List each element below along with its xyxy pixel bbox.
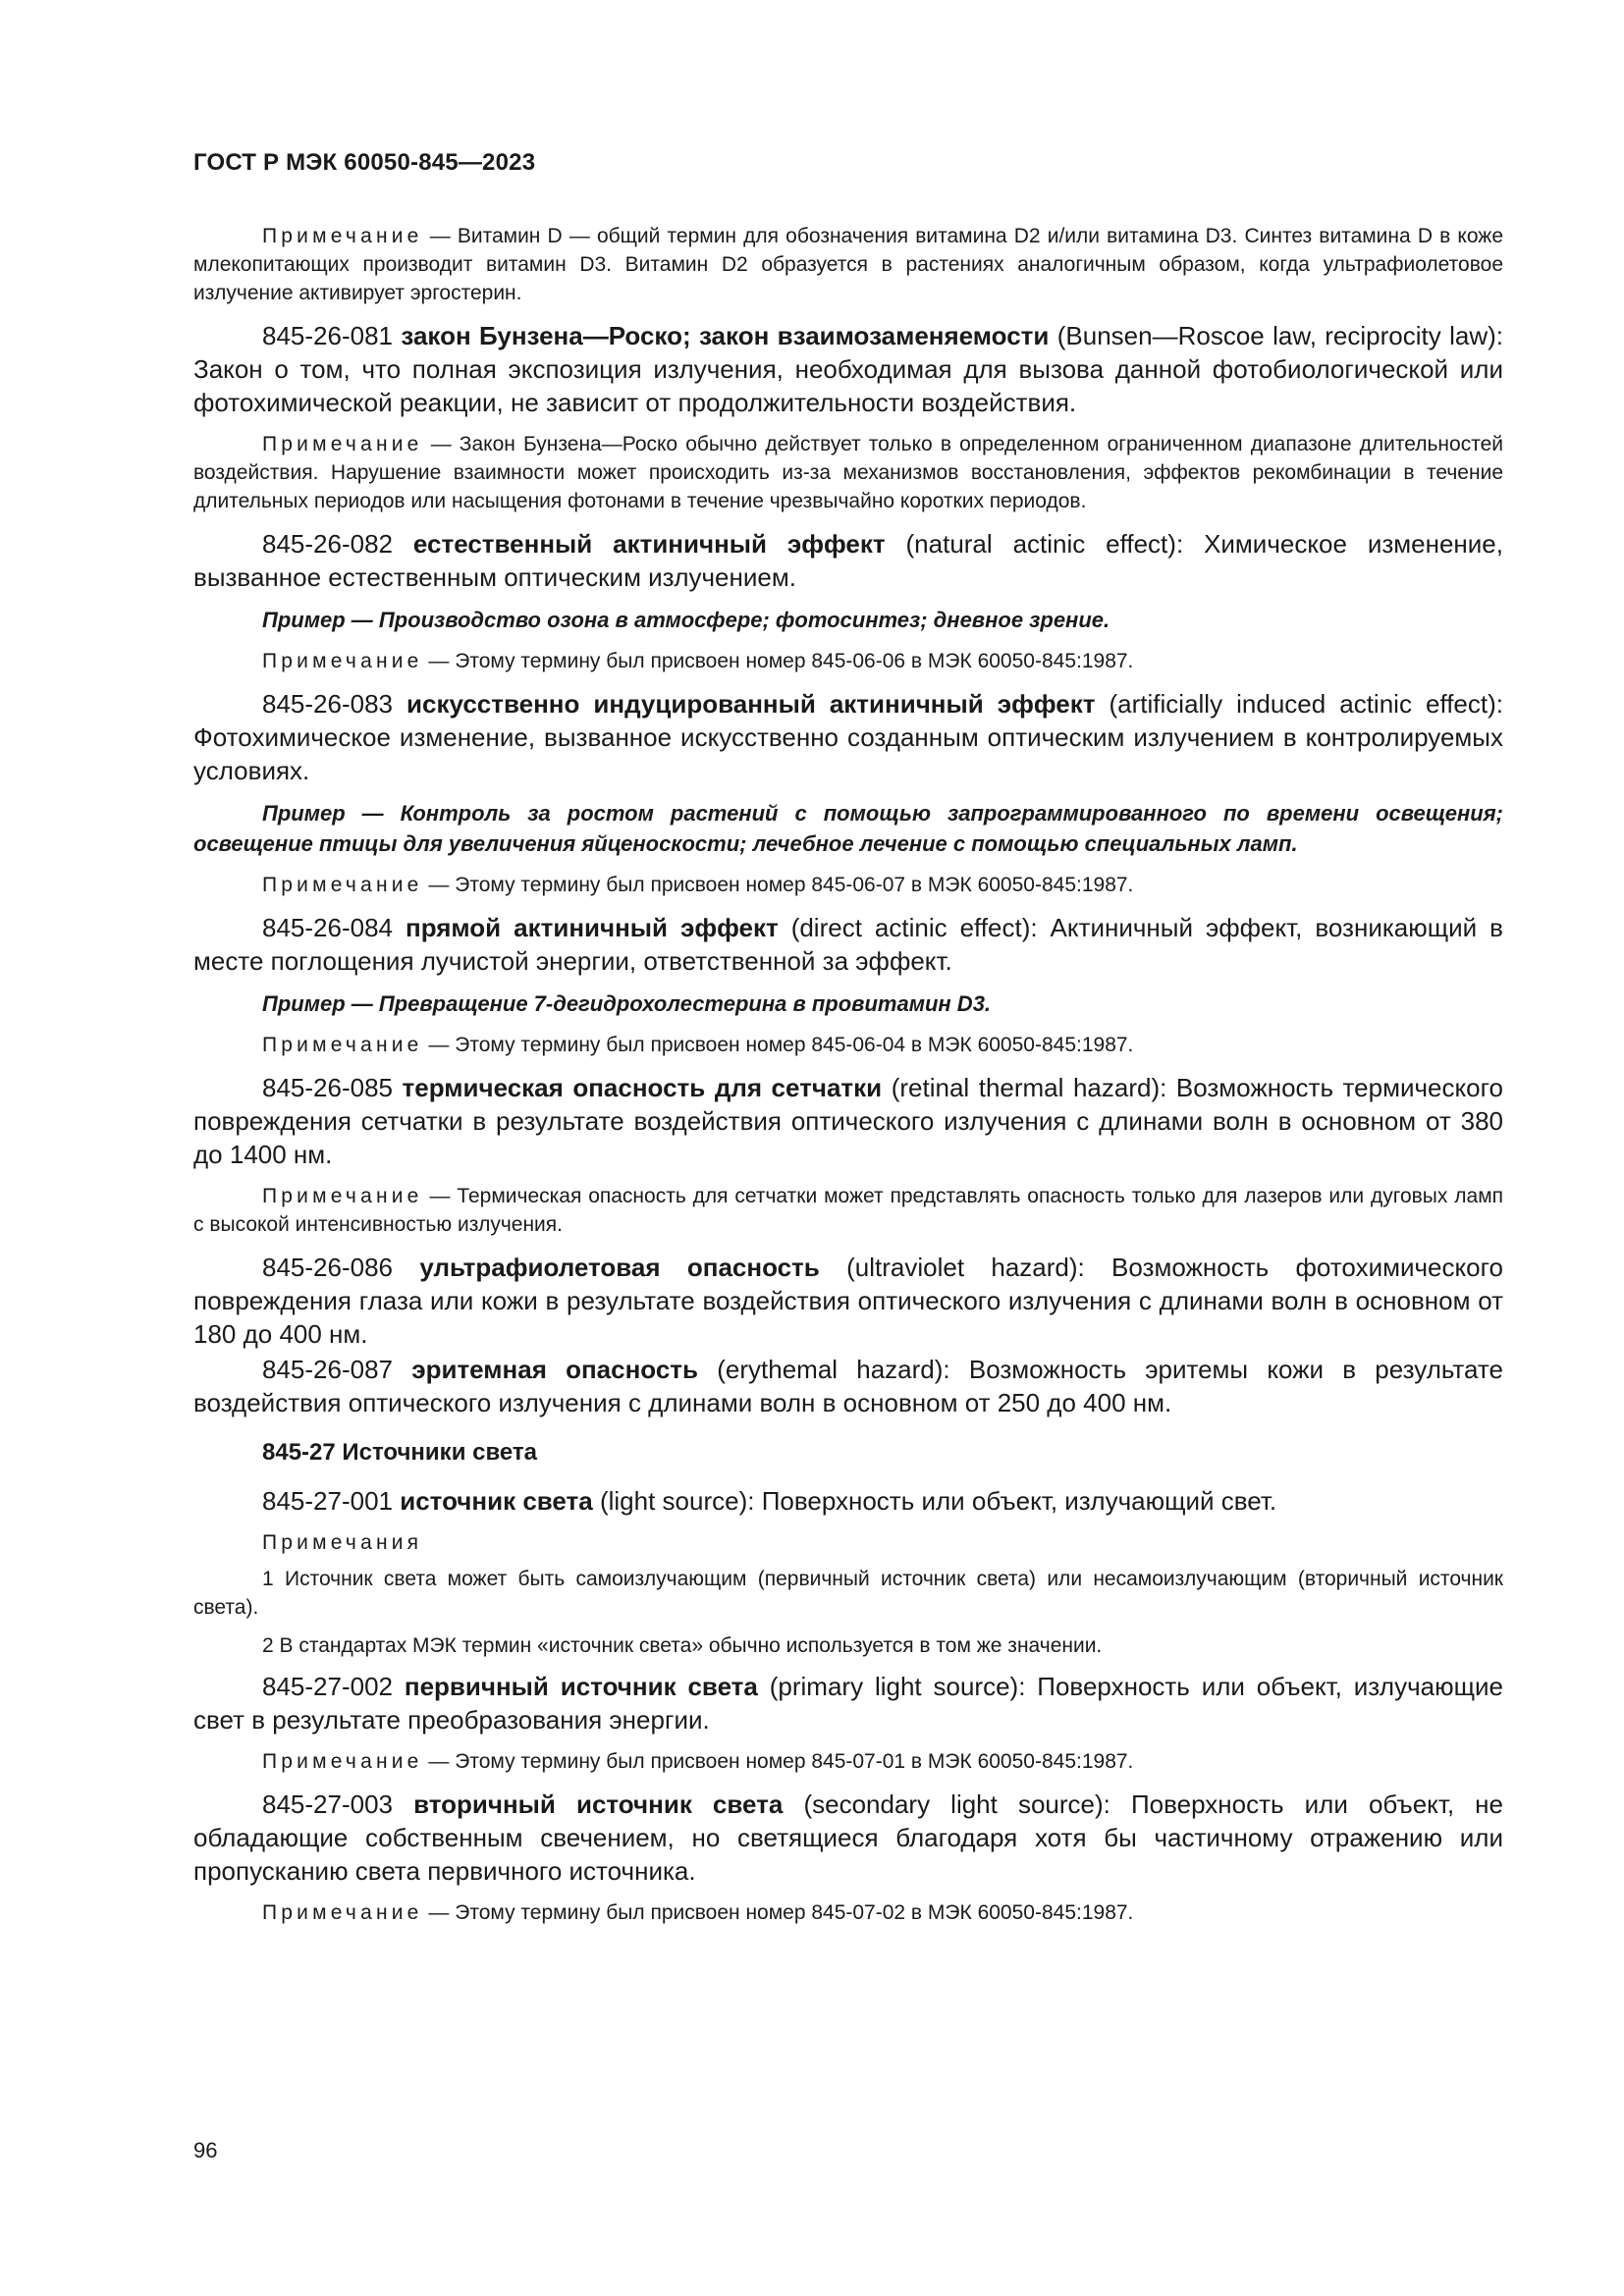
term-definition: (artificially induced actinic effect): Фотохимическое изменение, вызванное искусственно созданным оптическим излучением в контролируемых условиях. <box>193 689 1503 785</box>
term-entry-845-26-086 <box>193 1251 1503 1351</box>
note-text: — Этому термину был присвоен номер 845-07-01 в МЭК 60050-845:1987. <box>428 1750 1134 1773</box>
term-entry-845-26-083 <box>193 687 1503 787</box>
term-number: 845-26-082 <box>262 529 393 559</box>
term-definition: (light source): Поверхность или объект, излучающий свет. <box>599 1486 1277 1516</box>
term-name: естественный актиничный эффект <box>412 529 886 559</box>
term-definition: (secondary light source): Поверхность или объект, не обладающие собственным свечением, но светящиеся благодаря хотя бы частичному отражению или пропусканию света первичного источника. <box>193 1789 1503 1886</box>
term-entry-845-26-081 <box>193 319 1503 419</box>
term-name: эритемная опасность <box>411 1355 699 1384</box>
term-number: 845-27-001 <box>262 1486 393 1516</box>
example-paragraph: Пример — Производство озона в атмосфере; фотосинтез; дневное зрение. <box>262 608 1110 632</box>
note-item: 1 Источник света может быть самоизлучающим (первичный источник света) или несамоизлучающим (вторичный источник света). <box>193 1568 1503 1619</box>
note-text: — Этому термину был присвоен номер 845-06-06 в МЭК 60050-845:1987. <box>428 650 1134 672</box>
note-text: — Закон Бунзена—Роско обычно действует только в определенном ограниченном диапазоне длительностей воздействия. Нарушение взаимности может происходить из-за механизмов восстановления, эффектов рекомбинации в течение длительных периодов или насыщения фотонами в течение чрезвычайно коротких периодов. <box>193 433 1503 512</box>
term-name: искусственно индуцированный актиничный эффект <box>406 689 1096 719</box>
note-label: Примечание <box>262 874 423 896</box>
term-number: 845-26-085 <box>262 1073 393 1102</box>
note-paragraph <box>193 430 1503 515</box>
note-paragraph <box>193 1747 1503 1776</box>
term-number: 845-27-003 <box>262 1789 393 1819</box>
note-paragraph <box>193 647 1503 675</box>
note-text: — Термическая опасность для сетчатки может представлять опасность только для лазеров или дуговых ламп с высокой интенсивностью излучения. <box>193 1185 1504 1236</box>
example-paragraph: Пример — Превращение 7-дегидрохолестерина в провитамин D3. <box>262 991 992 1016</box>
note-paragraph <box>193 1182 1503 1239</box>
term-number: 845-26-081 <box>262 321 393 350</box>
note-text: — Этому термину был присвоен номер 845-06-04 в МЭК 60050-845:1987. <box>428 1034 1134 1056</box>
term-entry-845-27-003 <box>193 1788 1503 1888</box>
note-label: Примечание <box>262 433 423 455</box>
term-definition: (primary light source): Поверхность или объект, излучающие свет в результате преобразования энергии. <box>193 1672 1503 1735</box>
note-paragraph <box>193 1898 1503 1927</box>
notes-heading: Примечания <box>262 1531 423 1554</box>
term-name: ультрафиолетовая опасность <box>419 1253 820 1282</box>
note-paragraph <box>193 222 1503 307</box>
term-definition: (Bunsen—Roscoe law, reciprocity law): Закон о том, что полная экспозиция излучения, необходимая для вызова данной фотобиологической или фотохимической реакции, не зависит от продолжительности воздействия. <box>193 321 1503 417</box>
term-name: источник света <box>400 1486 593 1516</box>
term-number: 845-27-002 <box>262 1672 393 1701</box>
term-name: закон Бунзена—Роско; закон взаимозаменяемости <box>401 321 1050 350</box>
term-entry-845-26-087 <box>193 1353 1503 1419</box>
note-label: Примечание <box>262 1185 423 1207</box>
note-text: — Витамин D — общий термин для обозначения витамина D2 и/или витамина D3. Синтез витамина D в коже млекопитающих производит витамин D3. Витамин D2 образуется в растениях аналогичным образом, когда ультрафиолетовое излучение активирует эргостерин. <box>193 225 1503 304</box>
term-name: термическая опасность для сетчатки <box>402 1073 883 1102</box>
term-number: 845-26-087 <box>262 1355 393 1384</box>
note-label: Примечание <box>262 650 423 672</box>
term-name: вторичный источник света <box>413 1789 784 1819</box>
term-definition: (direct actinic effect): Актиничный эффект, возникающий в месте поглощения лучистой энергии, ответственной за эффект. <box>193 913 1503 976</box>
section-heading: 845-27 Источники света <box>262 1439 538 1466</box>
term-entry-845-26-085 <box>193 1071 1503 1171</box>
note-label: Примечание <box>262 1901 423 1924</box>
term-number: 845-26-086 <box>262 1253 393 1282</box>
term-entry-845-26-082 <box>193 527 1503 594</box>
term-number: 845-26-084 <box>262 913 393 942</box>
document-body <box>193 222 1503 1939</box>
term-definition: (retinal thermal hazard): Возможность термического повреждения сетчатки в результате воздействия оптического излучения с длинами волн в основном от 380 до 1400 нм. <box>193 1073 1503 1169</box>
term-number: 845-26-083 <box>262 689 393 719</box>
term-definition: (natural actinic effect): Химическое изменение, вызванное естественным оптическим излучением. <box>193 529 1503 592</box>
term-entry-845-26-084 <box>193 911 1503 978</box>
note-paragraph <box>193 1031 1503 1059</box>
note-item: 2 В стандартах МЭК термин «источник света» обычно используется в том же значении. <box>262 1634 1103 1657</box>
term-name: прямой актиничный эффект <box>405 913 779 942</box>
note-label: Примечание <box>262 225 423 247</box>
note-paragraph <box>193 871 1503 899</box>
note-label: Примечание <box>262 1750 423 1773</box>
document-code-header: ГОСТ Р МЭК 60050-845—2023 <box>193 149 536 176</box>
note-text: — Этому термину был присвоен номер 845-07-02 в МЭК 60050-845:1987. <box>428 1901 1134 1924</box>
term-entry-845-27-002 <box>193 1670 1503 1736</box>
term-definition: (ultraviolet hazard): Возможность фотохимического повреждения глаза или кожи в результате воздействия оптического излучения с длинами волн в основном от 180 до 400 нм. <box>193 1253 1503 1349</box>
term-entry-845-27-001 <box>193 1484 1503 1518</box>
example-paragraph: Пример — Контроль за ростом растений с помощью запрограммированного по времени освещения; освещение птицы для увеличения яйценоскости; лечебное лечение с помощью специальных ламп. <box>193 801 1503 856</box>
note-text: — Этому термину был присвоен номер 845-06-07 в МЭК 60050-845:1987. <box>428 874 1134 896</box>
note-label: Примечание <box>262 1034 423 1056</box>
page-number: 96 <box>193 2138 218 2163</box>
term-name: первичный источник света <box>404 1672 758 1701</box>
term-definition: (erythemal hazard): Возможность эритемы кожи в результате воздействия оптического излучения с длинами волн в основном от 250 до 400 нм. <box>193 1355 1503 1417</box>
